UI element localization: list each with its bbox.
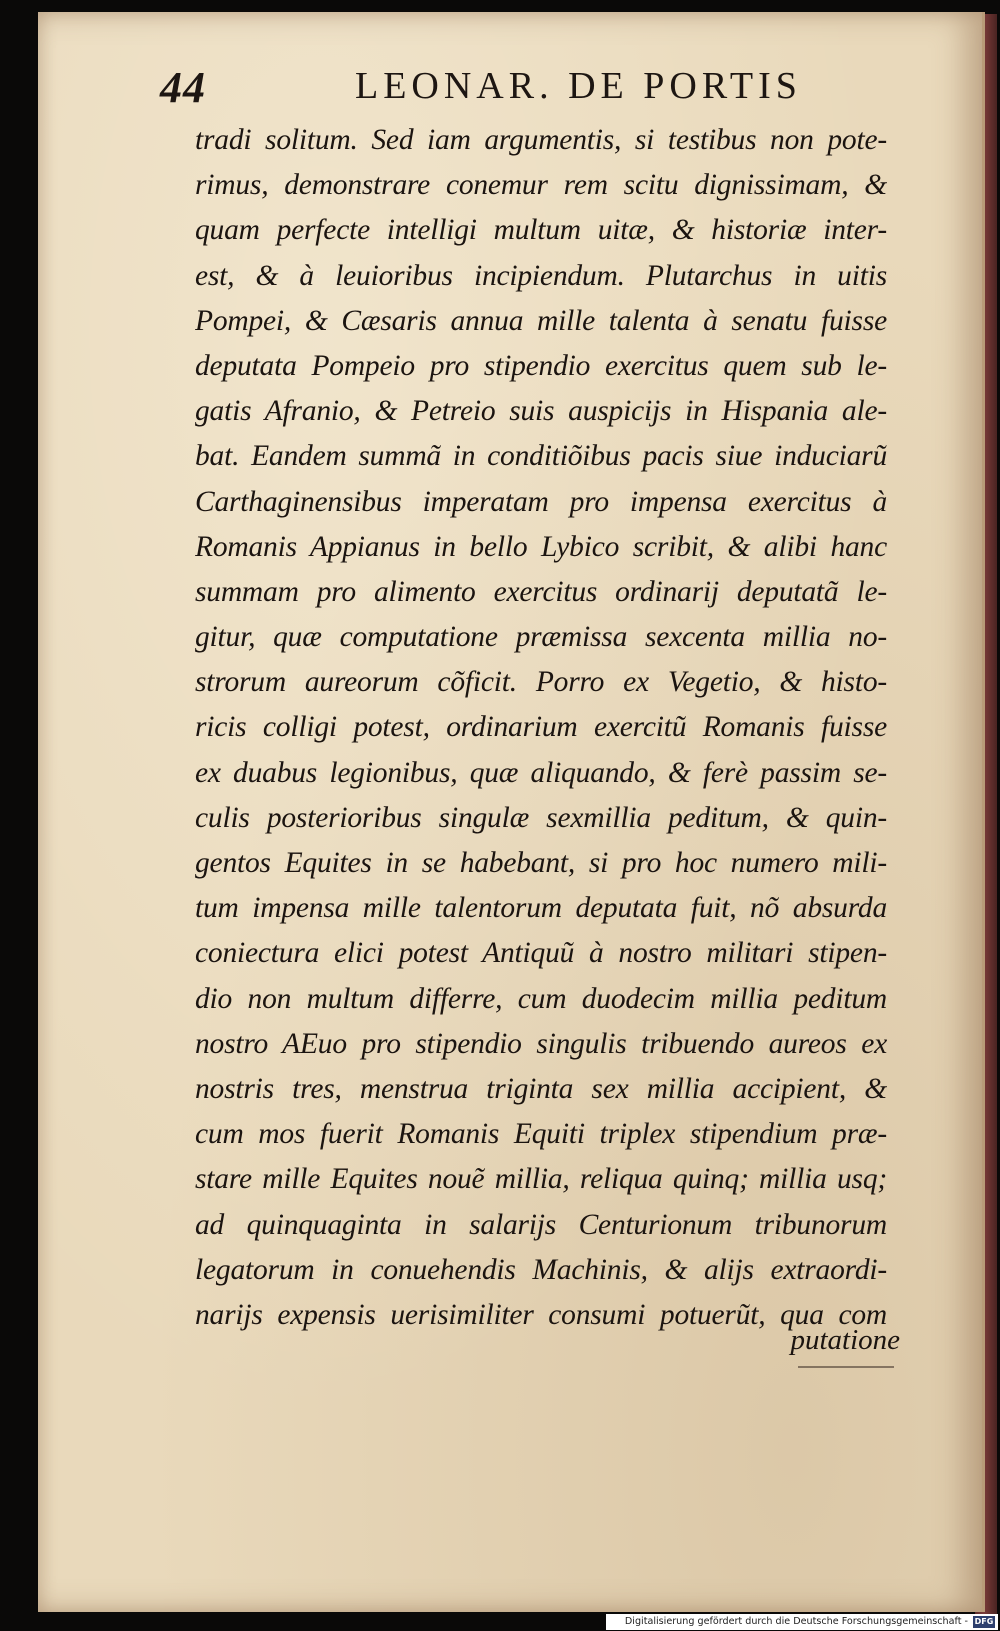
running-head (160, 62, 800, 118)
text-line: nostro AEuo pro stipendio singulis tribuendo aureos ex (195, 1027, 887, 1060)
text-line: gentos Equites in se habebant, si pro hoc numero mili- (195, 847, 887, 879)
text-line: tum impensa mille talentorum deputata fuit, nõ absurda (195, 892, 887, 925)
text-line: Pompei, & Cæsaris annua mille talenta à senatu fuisse (195, 304, 887, 337)
text-line: culis posterioribus singulæ sexmillia peditum, & quin- (195, 801, 887, 834)
text-line: coniectura elici potest Antiquũ à nostro militari stipen- (195, 937, 887, 970)
text-line: cum mos fuerit Romanis Equiti triplex stipendium præ- (195, 1118, 887, 1151)
dfg-logo: DFG (974, 1617, 994, 1626)
text-line: strorum aureorum cõficit. Porro ex Vegetio, & histo- (195, 666, 887, 699)
text-line: quam perfecte intelligi multum uitæ, & historiæ inter- (195, 214, 887, 247)
text-line: nostris tres, menstrua triginta sex millia accipient, & (195, 1072, 887, 1105)
text-line: dio non multum differre, cum duodecim millia peditum (195, 982, 887, 1015)
text-line: legatorum in conuehendis Machinis, & alijs extraordi- (195, 1253, 887, 1286)
catchword: putatione (790, 1324, 900, 1356)
text-line: tradi solitum. Sed iam argumentis, si testibus non pote- (195, 124, 887, 156)
footer-text: Digitalisierung gefördert durch die Deutsche Forschungsgemeinschaft - (624, 1616, 968, 1627)
text-line: Carthaginensibus imperatam pro impensa exercitus à (195, 485, 887, 518)
text-line: est, & à leuioribus incipiendum. Plutarchus in uitis (195, 259, 887, 292)
running-title: LEONAR. DE PORTIS (355, 65, 802, 107)
digitization-footer (606, 1614, 998, 1630)
text-line: ad quinquaginta in salarijs Centurionum tribunorum (195, 1208, 887, 1241)
text-line: stare mille Equites nouẽ millia, reliqua quinq; millia usq; (195, 1163, 887, 1196)
text-line: deputata Pompeio pro stipendio exercitus quem sub le- (195, 349, 887, 382)
text-line: summam pro alimento exercitus ordinarij deputatã le- (195, 575, 887, 608)
text-line: ricis colligi potest, ordinarium exercitũ Romanis fuisse (195, 711, 887, 744)
text-line: gitur, quæ computatione præmissa sexcenta millia no- (195, 621, 887, 654)
text-line: rimus, demonstrare conemur rem scitu dignissimam, & (195, 169, 887, 202)
text-line: Romanis Appianus in bello Lybico scribit, & alibi hanc (195, 530, 887, 563)
text-line: ex duabus legionibus, quæ aliquando, & ferè passim se- (195, 756, 887, 789)
body-text (195, 118, 887, 1338)
text-line: bat. Eandem summã in conditiõibus pacis siue induciarũ (195, 440, 887, 473)
text-line: narijs expensis uerisimiliter consumi potuerũt, qua com (195, 1298, 887, 1331)
text-line: gatis Afranio, & Petreio suis auspicijs in Hispania ale- (195, 395, 887, 428)
page-number: 44 (160, 63, 206, 112)
catchword-rule (798, 1366, 894, 1368)
